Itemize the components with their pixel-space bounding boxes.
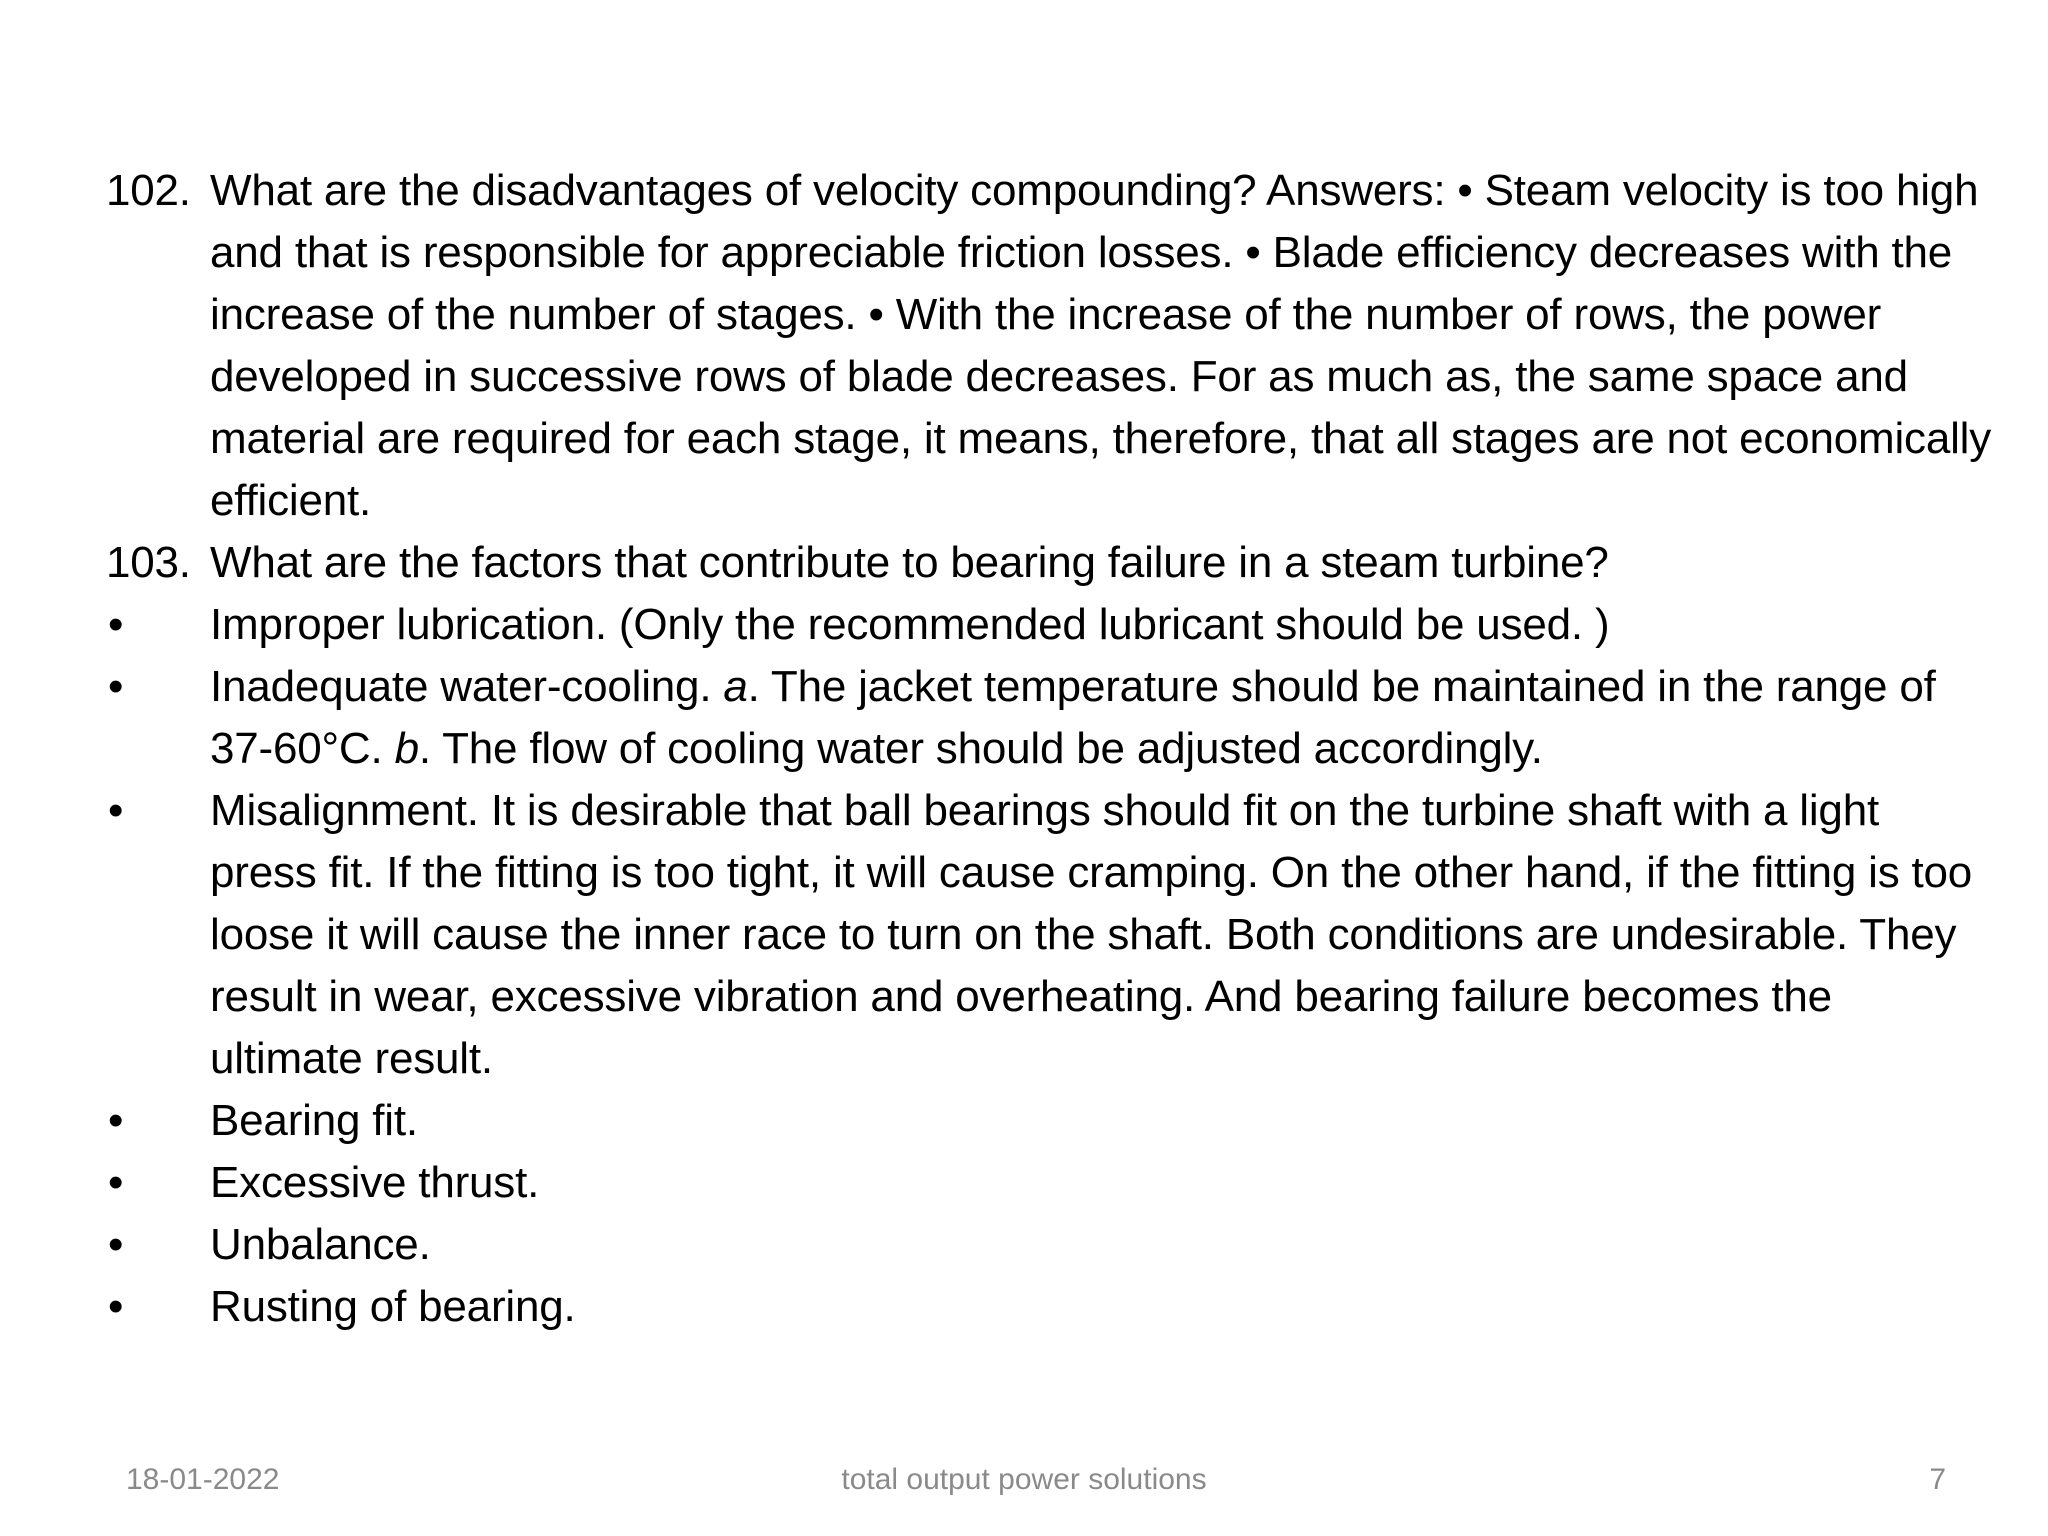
bullet-text: Excessive thrust. — [210, 1158, 540, 1207]
bullet-icon: • — [108, 600, 124, 649]
bullet-text — [210, 662, 1936, 773]
bullet-icon: • — [108, 1096, 124, 1145]
sub-label-a: a — [723, 662, 748, 711]
bullet-item-water-cooling — [106, 656, 1996, 780]
footer-date: 18-01-2022 — [126, 1463, 280, 1496]
bullet-text: Improper lubrication. (Only the recommended lubricant should be used. ) — [210, 600, 1610, 649]
bullet-icon: • — [108, 1220, 124, 1269]
bullet-item-rusting — [106, 1276, 1996, 1338]
question-number: 103. — [106, 538, 191, 587]
bullet-icon: • — [108, 1282, 124, 1331]
bullet-text: Bearing fit. — [210, 1096, 418, 1145]
question-text: What are the disadvantages of velocity compounding? Answers: • Steam velocity is too high and that is responsible for appreciable friction losses. • Blade efficiency decreases with the increase of the number of stages. • With the increase of the number of rows, the power developed in successive rows of blade decreases. For as much as, the same space and material are required for each stage, it means, therefore, that all stages are not economically efficient. — [210, 166, 1992, 525]
bullet-icon: • — [108, 1158, 124, 1207]
bullet-text: Rusting of bearing. — [210, 1282, 576, 1331]
bullet-item-bearing-fit — [106, 1090, 1996, 1152]
bullet-item-excessive-thrust — [106, 1152, 1996, 1214]
footer-title: total output power solutions — [841, 1463, 1207, 1496]
bullet-text: Misalignment. It is desirable that ball bearings should fit on the turbine shaft with a light press fit. If the fitting is too tight, it will cause cramping. On the other hand, if the fitting is too loose it will cause the inner race to turn on the shaft. Both conditions are undesirable. They result in wear, excessive vibration and overheating. And bearing failure becomes the ultimate result. — [210, 786, 1973, 1083]
bullet-item-unbalance — [106, 1214, 1996, 1276]
bullet-item-lubrication — [106, 594, 1996, 656]
bullet-lead: Inadequate water-cooling. — [210, 662, 724, 711]
bullet-icon: • — [108, 662, 124, 711]
question-103 — [106, 532, 1996, 594]
slide-body — [106, 160, 1996, 1338]
sub-label-b: b — [394, 724, 419, 773]
sub-text-a: . The jacket temperature should be maintained in the range of 37-60°C. — [210, 662, 1936, 773]
question-102 — [106, 160, 1996, 532]
bullet-item-misalignment — [106, 780, 1996, 1090]
question-number: 102. — [106, 166, 191, 215]
bullet-icon: • — [108, 786, 124, 835]
sub-text-b: . The flow of cooling water should be adjusted accordingly. — [418, 724, 1543, 773]
question-text: What are the factors that contribute to bearing failure in a steam turbine? — [210, 538, 1609, 587]
bullet-text: Unbalance. — [210, 1220, 431, 1269]
footer-page-number: 7 — [1929, 1463, 1946, 1496]
